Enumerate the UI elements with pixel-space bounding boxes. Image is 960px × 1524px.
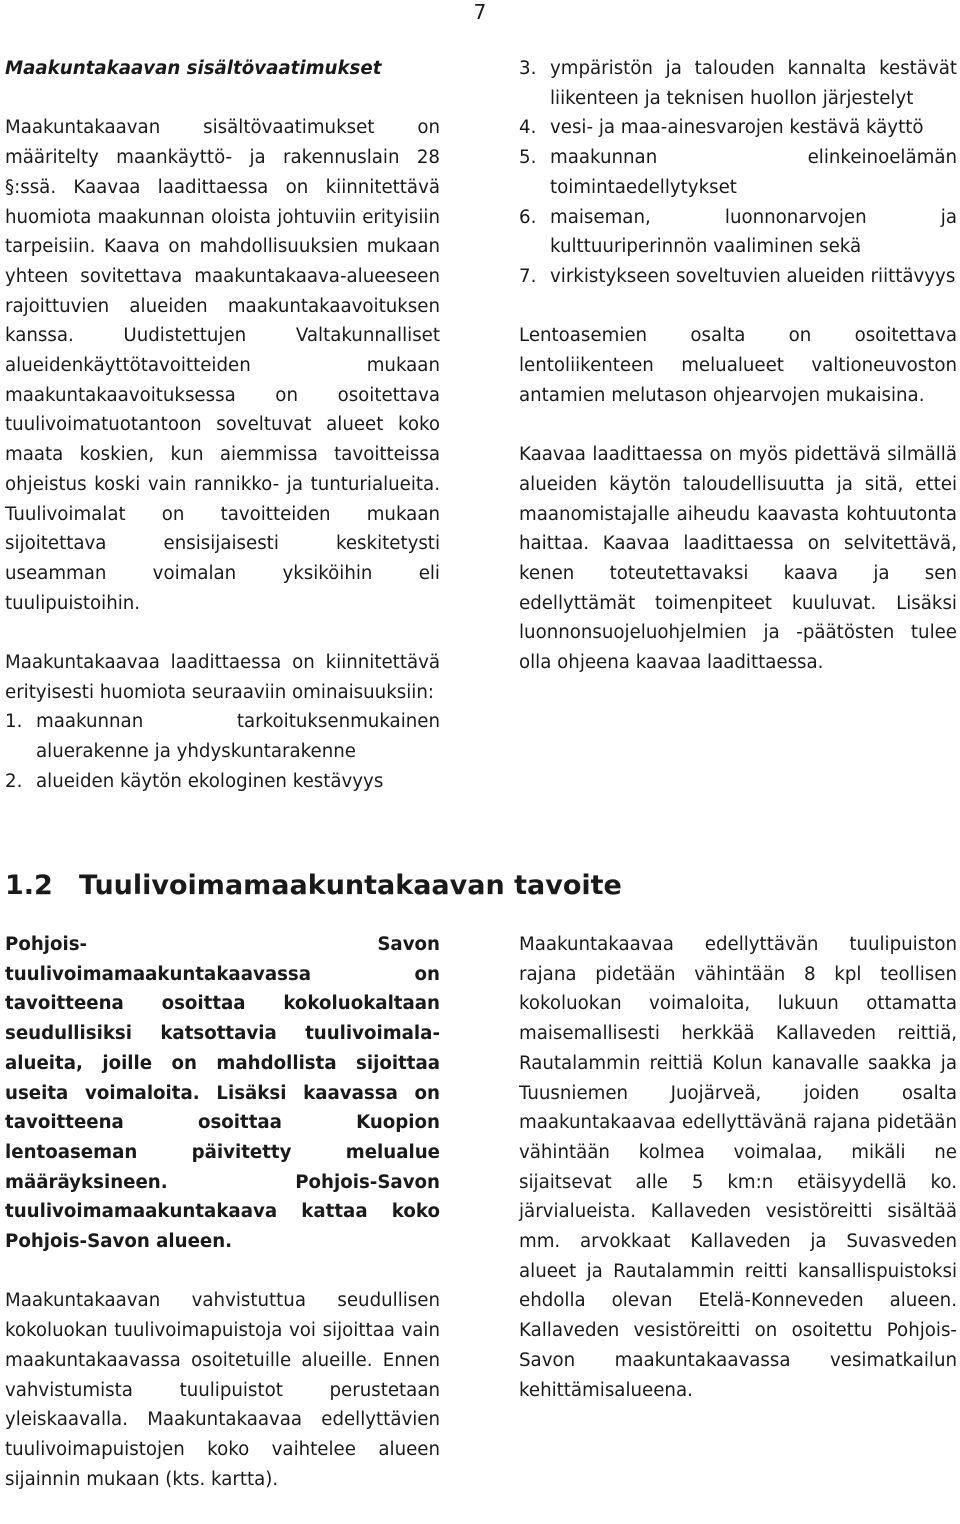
paragraph: Lentoasemien osalta on osoitettava lentoliikenteen melualueet valtioneuvoston antamien melutason ohjearvojen mukaisina. (519, 325, 957, 406)
requirements-list-continued (519, 54, 957, 292)
section-title-text: Tuulivoimamaakuntakaavan tavoite (79, 870, 622, 901)
list-number: 6. (519, 206, 537, 228)
subsection-heading: Maakuntakaavan sisältövaatimukset (5, 58, 382, 79)
list-number: 7. (519, 265, 537, 287)
paragraph: Maakuntakaavaa edellyttävän tuulipuiston rajana pidetään vähintään 8 kpl teollisen kokoluokan voimaloita, lukuun ottamatta maisemallisesti herkkää Kallaveden reittiä, Rautalammin reittiä Kolun kanavalle saakka ja Tuusniemen Juojärveä, joiden osalta maakuntakaavaa edellyttävänä rajana pidetään vähintään kolmea voimalaa, mikäli ne sijaitsevat alle 5 km:n etäisyydellä ko. järvialueista. Kallaveden vesistöreitti sisältää mm. arvokkaat Kallaveden ja Suvasveden alueet ja Rautalammin reitti kansallispuistoksi ehdolla olevan Etelä-Konneveden alueen. Kallaveden vesistöreitti on osoitettu Pohjois-Savon maakuntakaavassa vesimatkailun kehittämisalueena. (519, 934, 957, 1401)
list-number: 5. (519, 147, 537, 169)
list-text: maakunnan tarkoituksenmukainen aluerakenne ja yhdyskuntarakenne (36, 711, 440, 763)
requirements-list (5, 707, 440, 796)
right-column-bottom (519, 930, 957, 1435)
list-text: alueiden käytön ekologinen kestävyys (36, 770, 384, 792)
list-number: 3. (519, 58, 537, 79)
list-item (519, 262, 957, 292)
page-number: 7 (473, 0, 487, 24)
list-text: maiseman, luonnonarvojen ja kulttuuriperinnön vaaliminen sekä (550, 206, 957, 258)
list-text: virkistykseen soveltuvien alueiden riittävyys (550, 265, 956, 287)
list-item (519, 54, 957, 113)
left-column-top (5, 54, 440, 797)
list-number: 2. (5, 770, 23, 792)
bold-paragraph: Pohjois- Savon tuulivoimamaakuntakaavassa on tavoitteena osoittaa kokoluokaltaan seudullisiksi katsottavia tuulivoimala-alueita, joille on mahdollista sijoittaa useita voimaloita. Lisäksi kaavassa on tavoitteena osoittaa Kuopion lentoaseman päivitetty melualue määräyksineen. Pohjois-Savon tuulivoimamaakuntakaava kattaa koko Pohjois-Savon alueen. (5, 934, 440, 1253)
list-item (519, 143, 957, 202)
left-column-bottom (5, 930, 440, 1524)
list-item (5, 707, 440, 766)
paragraph: Maakuntakaavan vahvistuttua seudullisen kokoluokan tuulivoimapuistoja voi sijoittaa vain maakuntakaavassa osoitetuille alueille. Ennen vahvistumista tuulipuistot perustetaan yleiskaavalla. Maakuntakaavaa edellyttävien tuulivoimapuistojen koko vaihtelee alueen sijainnin mukaan (kts. kartta). (5, 1290, 440, 1490)
list-item (519, 203, 957, 262)
section-number: 1.2 (5, 870, 53, 901)
paragraph: Kaavaa laadittaessa on myös pidettävä silmällä alueiden käytön taloudellisuutta ja sitä, ettei maanomistajalle aiheudu kaavasta kohtuutonta haittaa. Kaavaa laadittaessa on selvitettävä, kenen toteutettavaksi kaava ja sen edellyttämät toimenpiteet kuuluvat. Lisäksi luonnonsuojeluohjelmien ja -päätösten tulee olla ohjeena kaavaa laadittaessa. (519, 444, 957, 674)
list-text: ympäristön ja talouden kannalta kestävät liikenteen ja teknisen huollon järjestelyt (550, 58, 957, 109)
list-text: vesi- ja maa-ainesvarojen kestävä käyttö (550, 117, 924, 139)
list-item (519, 113, 957, 143)
list-text: maakunnan elinkeinoelämän toimintaedellytykset (550, 147, 957, 198)
section-heading (5, 866, 805, 906)
paragraph: Maakuntakaavan sisältövaatimukset on määritelty maankäyttö- ja rakennuslain 28 §:ssä. Kaavaa laadittaessa on kiinnitettävä huomiota maakunnan oloista johtuviin erityisiin tarpeisiin. Kaava on mahdollisuuksien mukaan yhteen sovitettava maakuntakaava-alueeseen rajoittuvien alueiden maakuntakaavoituksen kanssa. Uudistettujen Valtakunnalliset alueidenkäyttötavoitteiden mukaan maakuntakaavoituksessa on osoitettava tuulivoimatuotantoon soveltuvat alueet koko maata koskien, kun aiemmissa tavoitteissa ohjeistus koski vain rannikko- ja tunturialueita. Tuulivoimalat on tavoitteiden mukaan sijoitettava ensisijaisesti keskitetysti useamman voimalan yksiköihin eli tuulipuistoihin. (5, 117, 440, 614)
list-item (5, 767, 440, 797)
paragraph: Maakuntakaavaa laadittaessa on kiinnitettävä erityisesti huomiota seuraaviin ominaisuuksiin: (5, 652, 440, 703)
list-number: 1. (5, 711, 23, 733)
right-column-top (519, 54, 957, 707)
list-number: 4. (519, 117, 537, 139)
